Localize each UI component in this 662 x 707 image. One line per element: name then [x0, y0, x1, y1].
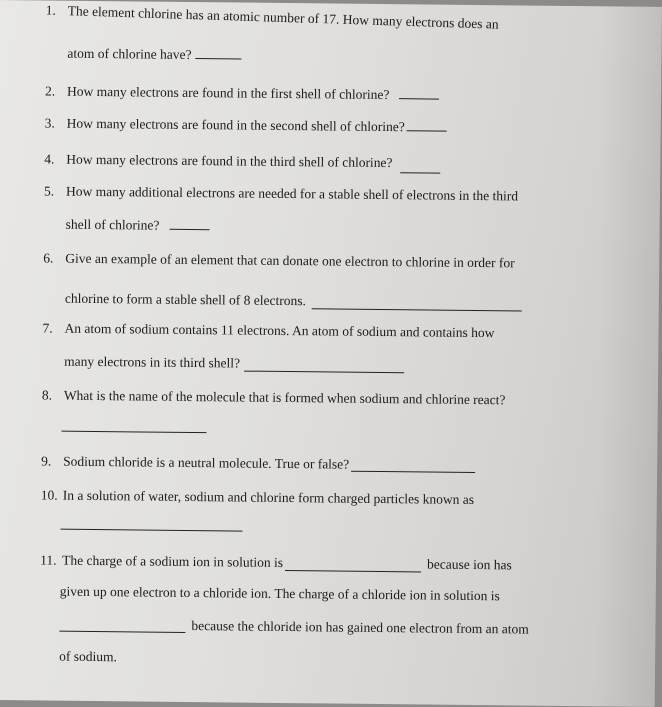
answer-blank[interactable]	[59, 619, 185, 633]
question-7-continued	[64, 353, 404, 374]
question-text: because the chloride ion has gained one electron from an atom	[191, 618, 529, 637]
question-6-continued	[65, 290, 522, 312]
answer-blank[interactable]	[60, 517, 242, 532]
question-8	[42, 387, 506, 408]
answer-blank[interactable]	[407, 118, 447, 131]
question-4	[44, 150, 440, 171]
question-text: because ion has	[427, 556, 512, 573]
question-text: How many additional electrons are needed for a stable shell of electrons in the third	[65, 183, 519, 204]
question-text: of sodium.	[59, 648, 117, 665]
question-11	[40, 551, 512, 573]
question-number: 7.	[42, 320, 53, 336]
question-6	[43, 250, 515, 271]
question-text: The element chlorine has an atomic number of 17. How many electrons does an	[67, 3, 499, 32]
question-number: 3.	[44, 115, 55, 131]
question-number: 1.	[45, 2, 57, 18]
question-number: 9.	[41, 453, 52, 469]
answer-blank[interactable]	[61, 419, 206, 434]
answer-blank[interactable]	[285, 558, 421, 572]
question-text: An atom of sodium contains 11 electrons. An atom of sodium and contains how	[64, 320, 495, 341]
question-2	[45, 82, 440, 103]
question-number: 8.	[41, 387, 53, 403]
question-text: chlorine to form a stable shell of 8 electrons.	[64, 290, 307, 309]
question-text: shell of chlorine?	[65, 216, 160, 233]
question-1-continued	[67, 45, 241, 64]
question-number: 5.	[43, 183, 55, 199]
question-text: How many electrons are found in the third shell of chlorine?	[66, 151, 393, 171]
question-11-continued-3	[59, 649, 117, 666]
question-5	[44, 183, 518, 204]
question-text: How many electrons are found in the second shell of chlorine?	[66, 115, 405, 135]
question-text: many electrons in its third shell?	[64, 353, 241, 371]
question-9	[41, 452, 475, 474]
question-3	[45, 114, 447, 135]
question-number: 4.	[44, 151, 55, 167]
question-11-continued	[60, 584, 500, 605]
question-number: 6.	[43, 250, 54, 266]
answer-blank[interactable]	[400, 160, 440, 173]
question-text: atom of chlorine have?	[67, 45, 192, 63]
question-number: 10.	[40, 487, 58, 503]
page-shadow	[595, 6, 662, 707]
answer-blank[interactable]	[195, 46, 241, 59]
question-text: What is the name of the molecule that is formed when sodium and chlorine react?	[63, 387, 506, 408]
answer-blank[interactable]	[399, 86, 439, 99]
question-7	[42, 320, 494, 341]
question-text: Give an example of an element that can donate one electron to chlorine in order for	[65, 250, 515, 271]
answer-blank[interactable]	[169, 217, 209, 230]
question-5-continued	[66, 216, 210, 235]
question-text: Sodium chloride is a neutral molecule. True or false?	[63, 453, 350, 472]
question-1	[45, 2, 498, 32]
answer-blank[interactable]	[312, 296, 522, 311]
question-number: 2.	[44, 83, 56, 99]
question-text: The charge of a sodium ion in solution is	[62, 552, 284, 570]
question-text: given up one electron to a chloride ion. The charge of a chloride ion in solution is	[59, 583, 500, 604]
question-number: 11.	[40, 552, 57, 568]
question-11-continued-2	[59, 616, 529, 638]
answer-blank[interactable]	[351, 459, 475, 473]
question-text: How many electrons are found in the first shell of chlorine?	[66, 83, 390, 103]
question-text: In a solution of water, sodium and chlorine form charged particles known as	[62, 487, 475, 507]
question-10	[41, 487, 474, 508]
answer-blank[interactable]	[244, 359, 404, 374]
